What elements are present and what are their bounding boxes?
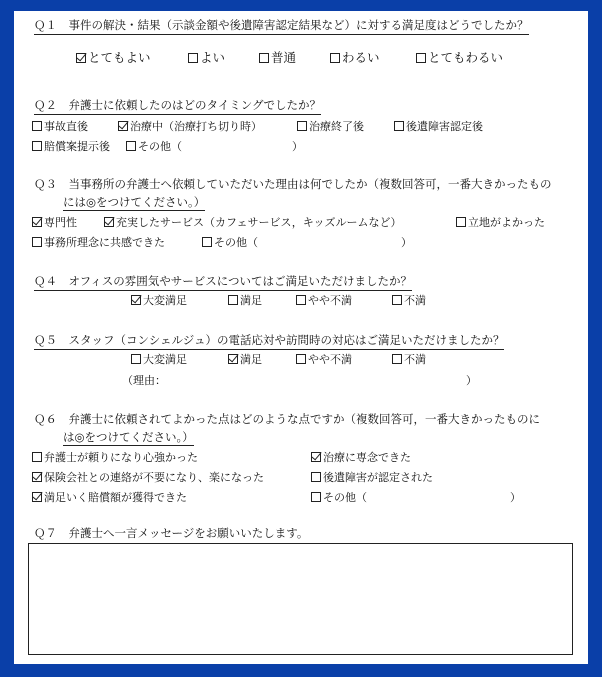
q3-option-1[interactable]	[32, 215, 77, 230]
q3-option-4[interactable]	[32, 235, 165, 250]
option-label: 大変満足	[143, 294, 187, 307]
q1-option-4[interactable]	[330, 50, 380, 65]
option-label: 立地がよかった	[468, 216, 545, 229]
q4-title: Ｑ４ オフィスの雰囲気やサービスについてはご満足いただけましたか？	[34, 274, 412, 291]
option-label: 治療中（治療打ち切り時）	[130, 120, 262, 133]
q3-option-5[interactable]	[202, 235, 412, 250]
q2-option-4[interactable]	[394, 119, 483, 134]
checkbox[interactable]	[394, 121, 404, 131]
q1-option-2[interactable]	[188, 50, 225, 65]
option-label: その他（ ）	[323, 491, 521, 504]
q2-option-3[interactable]	[297, 119, 364, 134]
checkbox[interactable]	[392, 295, 402, 305]
q6-option-5[interactable]	[32, 490, 187, 505]
q4-option-4[interactable]	[392, 293, 426, 308]
q4-option-2[interactable]	[228, 293, 262, 308]
option-label: とてもわるい	[428, 50, 504, 65]
q5-option-3[interactable]	[296, 352, 352, 367]
checkbox[interactable]	[76, 53, 86, 63]
checkbox[interactable]	[330, 53, 340, 63]
option-label: 治療終了後	[309, 120, 364, 133]
option-label: 弁護士が頼りになり心強かった	[44, 451, 198, 464]
checkbox[interactable]	[228, 295, 238, 305]
option-label: 満足	[240, 353, 262, 366]
checkbox[interactable]	[32, 141, 42, 151]
q2-option-1[interactable]	[32, 119, 88, 134]
checkbox[interactable]	[311, 472, 321, 482]
q7-title: Ｑ７ 弁護士へ一言メッセージをお願いいたします。	[34, 526, 309, 540]
option-label: 事故直後	[44, 120, 88, 133]
checkbox[interactable]	[296, 354, 306, 364]
q2-title: Ｑ２ 弁護士に依頼したのはどのタイミングでしたか？	[34, 98, 321, 115]
option-label: 大変満足	[143, 353, 187, 366]
checkbox[interactable]	[296, 295, 306, 305]
message-textarea[interactable]	[28, 543, 573, 655]
checkbox[interactable]	[131, 295, 141, 305]
option-label: とてもよい	[88, 50, 151, 65]
checkbox[interactable]	[202, 237, 212, 247]
option-label: 後遺障害認定後	[406, 120, 483, 133]
checkbox[interactable]	[456, 217, 466, 227]
q4-option-1[interactable]	[131, 293, 187, 308]
q2-option-2[interactable]	[118, 119, 262, 134]
q5-reason-close: ）	[466, 374, 477, 387]
option-label: わるい	[342, 50, 380, 65]
q6-option-2[interactable]	[311, 450, 411, 465]
option-label: 賠償案提示後	[44, 140, 110, 153]
option-label: 専門性	[44, 216, 77, 229]
option-label: 満足	[240, 294, 262, 307]
checkbox[interactable]	[392, 354, 402, 364]
q2-option-5[interactable]	[32, 139, 110, 154]
option-label: やや不満	[308, 294, 352, 307]
checkbox[interactable]	[228, 354, 238, 364]
q2-option-6[interactable]	[126, 139, 303, 154]
q6-title-line1: Ｑ６ 弁護士に依頼されてよかった点はどのような点ですか（複数回答可，一番大きかったものに	[34, 412, 540, 426]
checkbox[interactable]	[32, 452, 42, 462]
option-label: 事務所理念に共感できた	[44, 236, 165, 249]
option-label: その他（ ）	[138, 140, 303, 153]
q6-option-1[interactable]	[32, 450, 198, 465]
checkbox[interactable]	[126, 141, 136, 151]
option-label: 充実したサービス（カフェサービス，キッズルームなど）	[116, 216, 402, 229]
q3-title-line2: には◎をつけてください。）	[63, 195, 206, 209]
q1-title: Ｑ１ 事件の解決・結果（示談金額や後遺障害認定結果など）に対する満足度はどうでしたか？	[34, 18, 529, 35]
q5-option-2[interactable]	[228, 352, 262, 367]
q5-title: Ｑ５ スタッフ（コンシェルジュ）の電話応対や訪問時の対応はご満足いただけましたか？	[34, 333, 504, 350]
option-label: 治療に専念できた	[323, 451, 411, 464]
option-label: 満足いく賠償額が獲得できた	[44, 491, 187, 504]
checkbox[interactable]	[32, 237, 42, 247]
q5-reason-label: （理由：	[122, 374, 166, 387]
q6-option-4[interactable]	[311, 470, 433, 485]
q3-title-line1: Ｑ３ 当事務所の弁護士へ依頼していただいた理由は何でしたか（複数回答可，一番大きかったもの	[34, 177, 552, 191]
checkbox[interactable]	[104, 217, 114, 227]
option-label: 普通	[271, 50, 297, 65]
q6-title-line2: は◎をつけてください。）	[63, 430, 194, 444]
option-label: 保険会社との連絡が不要になり、楽になった	[44, 471, 264, 484]
checkbox[interactable]	[311, 452, 321, 462]
checkbox[interactable]	[311, 492, 321, 502]
checkbox[interactable]	[32, 492, 42, 502]
q5-option-4[interactable]	[392, 352, 426, 367]
option-label: よい	[200, 50, 226, 65]
q1-option-1[interactable]	[76, 50, 151, 65]
q6-option-3[interactable]	[32, 470, 264, 485]
option-label: 不満	[404, 353, 426, 366]
q1-option-5[interactable]	[416, 50, 503, 65]
option-label: やや不満	[308, 353, 352, 366]
q3-option-3[interactable]	[456, 215, 545, 230]
checkbox[interactable]	[188, 53, 198, 63]
checkbox[interactable]	[118, 121, 128, 131]
checkbox[interactable]	[32, 121, 42, 131]
q6-option-6[interactable]	[311, 490, 521, 505]
q5-option-1[interactable]	[131, 352, 187, 367]
option-label: 後遺障害が認定された	[323, 471, 433, 484]
checkbox[interactable]	[32, 472, 42, 482]
checkbox[interactable]	[131, 354, 141, 364]
q1-option-3[interactable]	[259, 50, 296, 65]
q4-option-3[interactable]	[296, 293, 352, 308]
option-label: その他（ ）	[214, 236, 412, 249]
option-label: 不満	[404, 294, 426, 307]
checkbox[interactable]	[416, 53, 426, 63]
survey-sheet	[14, 11, 588, 664]
checkbox[interactable]	[297, 121, 307, 131]
checkbox[interactable]	[259, 53, 269, 63]
q3-option-2[interactable]	[104, 215, 402, 230]
checkbox[interactable]	[32, 217, 42, 227]
